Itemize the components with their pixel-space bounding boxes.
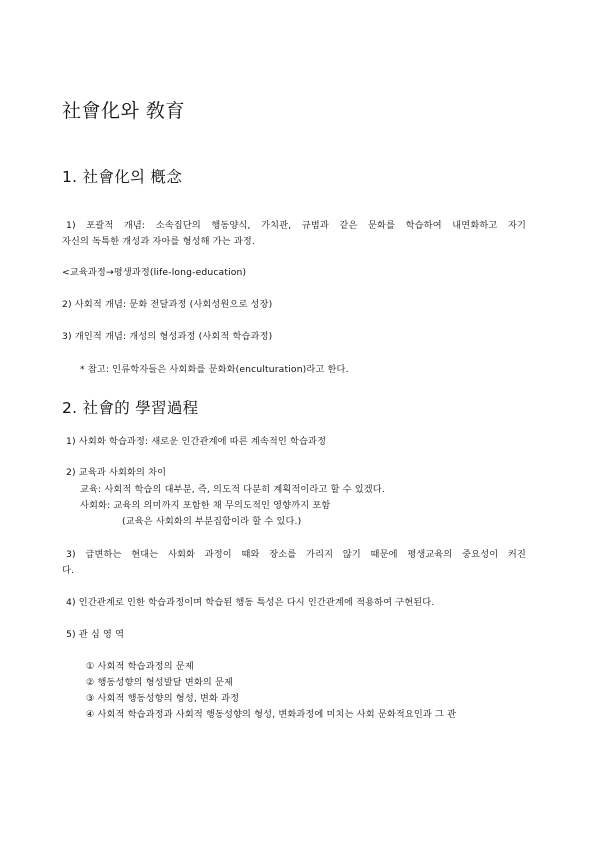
paragraph-line: 3) 개인적 개념: 개성의 형성과정 (사회적 학습과정) (62, 331, 273, 342)
paragraph-line: 사회화: 교육의 의미까지 포함한 채 무의도적인 영향까지 포함 (80, 500, 331, 511)
list-item: ④ 사회적 학습과정과 사회적 행동성향의 형성, 변화과정에 미치는 사회 문화적요인과 그 관 (86, 709, 457, 720)
list-item: ① 사회적 학습과정의 문제 (86, 661, 194, 672)
document-title: 社會化와 敎育 (62, 100, 185, 122)
paragraph-line: 5) 관 심 영 역 (66, 629, 125, 640)
paragraph-line: 2) 교육과 사회화의 차이 (66, 467, 167, 478)
list-item: ③ 사회적 행동성향의 형성, 변화 과정 (86, 693, 240, 704)
paragraph-line: 다. (62, 565, 75, 576)
paragraph-line: <교육과정→평생과정(life-long-education) (62, 267, 247, 278)
note-line: * 참고: 인류학자들은 사회화를 문화화(enculturation)라고 한다. (80, 364, 349, 375)
paragraph-line: 2) 사회적 개념: 문화 전달과정 (사회성원으로 성장) (62, 299, 273, 310)
list-item: ② 행동성향의 형성발달 변화의 문제 (86, 677, 234, 688)
section-heading-learning-process: 2. 社會的 學習過程 (62, 399, 199, 417)
paragraph-line: 4) 인간관계로 인한 학습과정이며 학습된 행동 특성은 다시 인간관계에 적용하여 구현된다. (66, 597, 435, 608)
paragraph-line: 3) 급변하는 현대는 사회화 과정이 때와 장소를 가리지 않기 때문에 평생교육의 중요성이 커진 (66, 549, 526, 560)
paragraph-line: 자신의 독특한 개성과 자아를 형성해 가는 과정. (62, 236, 255, 247)
paragraph-line: 1) 포괄적 개념: 소속집단의 행동양식, 가치관, 규범과 같은 문화를 학습하여 내면화하고 자기 (66, 220, 526, 231)
paragraph-line: 교육: 사회적 학습의 대부분, 즉, 의도적 다분히 계획적이라고 할 수 있겠다. (80, 484, 385, 495)
paragraph-line: 1) 사회화 학습과정: 새로운 인간관계에 따른 계속적인 학습과정 (66, 436, 327, 447)
paragraph-line: (교육은 사회화의 부분집합이라 할 수 있다.) (122, 516, 302, 527)
section-heading-concept: 1. 社會化의 槪念 (62, 168, 183, 186)
